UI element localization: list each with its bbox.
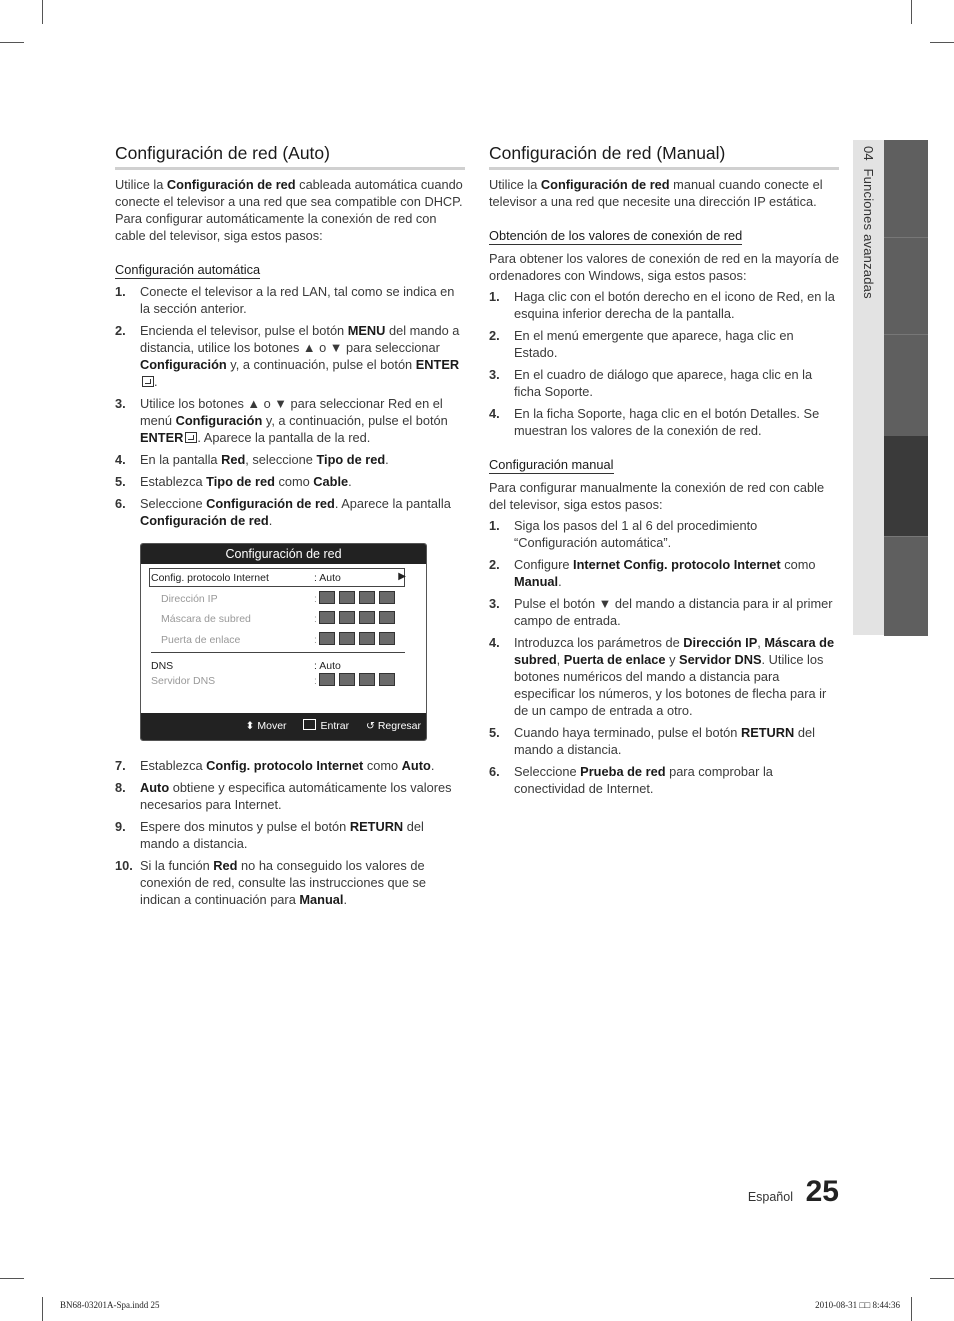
text-run: . bbox=[154, 374, 158, 390]
bold-term: Tipo de red bbox=[206, 474, 275, 490]
enter-button-icon bbox=[185, 432, 197, 443]
ip-field-boxes bbox=[319, 591, 399, 607]
updown-icon: ⬍ bbox=[245, 720, 255, 733]
steps-obtain bbox=[489, 288, 839, 439]
bold-term: Tipo de red bbox=[316, 452, 386, 468]
text-run: Utilice la bbox=[489, 177, 541, 193]
subheading-obtain-values: Obtención de los valores de conexión de red bbox=[489, 228, 743, 244]
list-item bbox=[115, 818, 465, 852]
bold-term: Cable bbox=[313, 474, 349, 490]
page-number: 25 bbox=[805, 1175, 839, 1208]
chapter-title: Funciones avanzadas bbox=[861, 168, 876, 299]
step-number: 1. bbox=[489, 518, 500, 534]
text-run: . Aparece la pantalla de la red. bbox=[197, 430, 371, 446]
list-item bbox=[115, 395, 465, 446]
text-run: Espere dos minutos y pulse el botón bbox=[140, 819, 350, 835]
list-item bbox=[489, 724, 839, 758]
mask-field-boxes bbox=[319, 611, 399, 627]
bold-term: Configuración de red bbox=[540, 177, 670, 193]
bold-term: Manual bbox=[514, 574, 559, 590]
step-number: 6. bbox=[489, 764, 500, 780]
list-item bbox=[115, 451, 465, 468]
crop-mark bbox=[42, 0, 43, 24]
screen-footer: ⬍ Mover Entrar ↺ Regresar bbox=[141, 713, 426, 740]
text-run: , bbox=[757, 635, 765, 651]
screen-title: Configuración de red bbox=[141, 544, 426, 564]
protocol-value: : Auto bbox=[314, 572, 341, 585]
list-item bbox=[489, 366, 839, 400]
text-run: En el cuadro de diálogo que aparece, haga clic en la ficha Soporte. bbox=[514, 367, 813, 400]
text-run: Utilice los botones ▲ o ▼ para seleccionar Red en el menú bbox=[140, 396, 443, 429]
subheading-manual-config: Configuración manual bbox=[489, 457, 614, 473]
list-item bbox=[489, 327, 839, 361]
text-run: Establezca bbox=[140, 474, 207, 490]
bold-term: Red bbox=[213, 858, 238, 874]
dns-field-boxes bbox=[319, 673, 399, 689]
gateway-field-boxes bbox=[319, 632, 399, 648]
text-run: . bbox=[430, 758, 435, 774]
side-tab-segment bbox=[884, 334, 928, 437]
text-run: y, a continuación, pulse el botón bbox=[226, 357, 416, 373]
right-column bbox=[489, 144, 839, 802]
step-number: 4. bbox=[115, 452, 126, 468]
step-number: 5. bbox=[115, 474, 126, 490]
bold-term: MENU bbox=[347, 323, 386, 339]
crop-mark bbox=[0, 42, 24, 43]
step-number: 8. bbox=[115, 780, 126, 796]
text-run: Si la función bbox=[140, 858, 214, 874]
text-run: manual cuando conecte el televisor a una red que necesite una dirección IP estática. bbox=[489, 177, 823, 210]
step-number: 3. bbox=[489, 367, 500, 383]
bold-term: Puerta de enlace bbox=[563, 652, 666, 668]
side-tab-segment bbox=[884, 536, 928, 636]
text-run: . bbox=[348, 474, 352, 490]
crop-mark bbox=[930, 1278, 954, 1279]
list-item bbox=[115, 757, 465, 774]
bold-term: Manual bbox=[299, 892, 344, 908]
side-tab-segment bbox=[884, 237, 928, 335]
gateway-label: Puerta de enlace bbox=[161, 634, 241, 647]
step-number: 4. bbox=[489, 406, 500, 422]
text-run: Utilice la bbox=[115, 177, 167, 193]
step-number: 2. bbox=[115, 323, 126, 339]
text-run: En el menú emergente que aparece, haga clic en Estado. bbox=[514, 328, 794, 361]
text-run: y, a continuación, pulse el botón bbox=[262, 413, 448, 429]
section-heading-manual: Configuración de red (Manual) bbox=[489, 144, 839, 170]
text-run: Introduzca los parámetros de bbox=[514, 635, 684, 651]
text-run: , seleccione bbox=[245, 452, 317, 468]
text-run: cableada automática cuando conecte el televisor a una red que sea compatible con DHCP. Para configurar automáticamente la conexión de red con cable del televisor, siga estos pasos: bbox=[115, 177, 463, 244]
list-item bbox=[489, 634, 839, 719]
text-run: . Aparece la pantalla bbox=[334, 496, 451, 512]
slug-file: BN68-03201A-Spa.indd 25 bbox=[60, 1300, 160, 1310]
list-item bbox=[489, 405, 839, 439]
text-run: como bbox=[780, 557, 816, 573]
step-number: 3. bbox=[489, 596, 500, 612]
crop-mark bbox=[0, 1278, 24, 1279]
list-item bbox=[115, 283, 465, 317]
bold-term: Config. protocolo Internet bbox=[206, 758, 364, 774]
text-run: En la ficha Soporte, haga clic en el botón Detalles. Se muestran los valores de la conexión de red. bbox=[514, 406, 820, 439]
slug-date: 2010-08-31 □□ 8:44:36 bbox=[815, 1300, 900, 1310]
bold-term: Máscara de subred bbox=[514, 635, 835, 668]
bold-term: Auto bbox=[140, 780, 170, 796]
language-label: Español bbox=[747, 1190, 793, 1204]
text-run: del mando a distancia. bbox=[514, 725, 815, 758]
dns-value: : Auto bbox=[314, 660, 341, 673]
list-item bbox=[115, 322, 465, 390]
text-run: Configure bbox=[514, 557, 574, 573]
side-tab-segment-active bbox=[884, 436, 928, 536]
list-item bbox=[489, 595, 839, 629]
protocol-label: Config. protocolo Internet bbox=[151, 572, 269, 585]
bold-term: RETURN bbox=[740, 725, 795, 741]
step-number: 3. bbox=[115, 396, 126, 412]
step-number: 1. bbox=[115, 284, 126, 300]
text-run: Encienda el televisor, pulse el botón bbox=[140, 323, 348, 339]
step-number: 2. bbox=[489, 328, 500, 344]
text-run: para comprobar la conectividad de Internet. bbox=[514, 764, 773, 797]
enter-button-icon bbox=[142, 376, 154, 387]
text-run: . bbox=[268, 513, 273, 529]
step-number: 4. bbox=[489, 635, 500, 651]
step-number: 10. bbox=[115, 858, 133, 874]
bold-term: ENTER bbox=[415, 357, 460, 373]
section-heading-auto: Configuración de red (Auto) bbox=[115, 144, 465, 170]
bold-term: Configuración bbox=[175, 413, 263, 429]
bold-term: Dirección IP bbox=[683, 635, 758, 651]
bold-term: ENTER bbox=[140, 430, 184, 446]
bold-term: Servidor DNS bbox=[679, 652, 762, 668]
list-item bbox=[115, 495, 465, 529]
bold-term: Configuración de red bbox=[206, 496, 335, 512]
text-run: Conecte el televisor a la red LAN, tal como se indica en la sección anterior. bbox=[140, 284, 455, 317]
dns-label: DNS bbox=[151, 660, 174, 673]
intro-paragraph-manual bbox=[489, 176, 839, 210]
text-run: del mando a distancia, utilice los botones ▲ o ▼ para seleccionar bbox=[140, 323, 460, 356]
text-run: obtiene y especifica automáticamente los valores necesarios para Internet. bbox=[140, 780, 452, 813]
mask-label: Máscara de subred bbox=[161, 613, 251, 626]
crop-mark bbox=[42, 1297, 43, 1321]
steps-auto-1 bbox=[115, 283, 465, 529]
bold-term: Configuración bbox=[140, 357, 227, 373]
list-item bbox=[489, 517, 839, 551]
text-run: . bbox=[385, 452, 389, 468]
arrow-right-icon: ▶ bbox=[398, 571, 406, 583]
step-number: 9. bbox=[115, 819, 126, 835]
ip-label: Dirección IP bbox=[161, 593, 218, 606]
text-run: Pulse el botón ▼ del mando a distancia para ir al primer campo de entrada. bbox=[514, 596, 833, 629]
bold-term: RETURN bbox=[349, 819, 404, 835]
text-run: como bbox=[363, 758, 402, 774]
return-icon: ↺ bbox=[366, 720, 375, 733]
chapter-label bbox=[861, 146, 876, 299]
enter-icon bbox=[303, 719, 316, 730]
list-item bbox=[489, 288, 839, 322]
text-run: y bbox=[665, 652, 680, 668]
text-run: Siga los pasos del 1 al 6 del procedimiento “Configuración automática”. bbox=[514, 518, 758, 551]
text-run: . Utilice los botones numéricos del mando a distancia para especificar los números, y los botones de flecha para ir de un campo de entrada a otro. bbox=[514, 652, 827, 719]
step-number: 7. bbox=[115, 758, 126, 774]
bold-term: Prueba de red bbox=[580, 764, 666, 780]
list-item bbox=[115, 473, 465, 490]
chapter-number: 04 bbox=[861, 146, 876, 161]
menu-divider bbox=[151, 652, 405, 653]
bold-term: Configuración de red bbox=[166, 177, 296, 193]
text-run: En la pantalla bbox=[140, 452, 222, 468]
text-run: , bbox=[556, 652, 564, 668]
bold-term: Red bbox=[221, 452, 246, 468]
steps-manual bbox=[489, 517, 839, 797]
intro-paragraph-auto bbox=[115, 176, 465, 244]
text-run: del mando a distancia. bbox=[140, 819, 424, 852]
text-run: . bbox=[558, 574, 562, 590]
manual-config-paragraph: Para configurar manualmente la conexión de red con cable del televisor, siga estos pasos: bbox=[489, 480, 825, 513]
step-number: 6. bbox=[115, 496, 126, 512]
step-number: 5. bbox=[489, 725, 500, 741]
bold-term: Internet Config. protocolo Internet bbox=[573, 557, 781, 573]
text-run: Seleccione bbox=[140, 496, 207, 512]
list-item bbox=[489, 556, 839, 590]
subheading-auto-config: Configuración automática bbox=[115, 262, 261, 278]
left-column bbox=[115, 144, 465, 913]
text-run: no ha conseguido los valores de conexión de red, consulte las instrucciones que se indican a continuación para bbox=[140, 858, 426, 908]
bold-term: Configuración de red bbox=[140, 513, 269, 529]
crop-mark bbox=[930, 42, 954, 43]
side-tab-segment bbox=[884, 140, 928, 237]
step-number: 2. bbox=[489, 557, 500, 573]
crop-mark bbox=[911, 1297, 912, 1321]
text-run: Seleccione bbox=[514, 764, 581, 780]
text-run: Establezca bbox=[140, 758, 207, 774]
step-number: 1. bbox=[489, 289, 500, 305]
text-run: Haga clic con el botón derecho en el icono de Red, en la esquina inferior derecha de la pantalla. bbox=[514, 289, 835, 322]
text-run: . bbox=[343, 892, 348, 908]
crop-mark bbox=[911, 0, 912, 24]
list-item bbox=[115, 857, 465, 908]
dns-server-label: Servidor DNS bbox=[151, 675, 216, 688]
bold-term: Auto bbox=[401, 758, 431, 774]
text-run: Cuando haya terminado, pulse el botón bbox=[514, 725, 741, 741]
text-run: como bbox=[274, 474, 314, 490]
list-item bbox=[489, 763, 839, 797]
steps-auto-2 bbox=[115, 757, 465, 908]
obtain-values-paragraph: Para obtener los valores de conexión de red en la mayoría de ordenadores con Windows, siga estos pasos: bbox=[489, 251, 839, 284]
list-item bbox=[115, 779, 465, 813]
network-settings-screen: Configuración de red Config. protocolo Internet : Auto ▶ Dirección IP : Máscara de subred : Puerta de enlace : DNS : Auto Servidor DNS : ⬍ Mover Entrar ↺ Regresar bbox=[140, 543, 427, 741]
